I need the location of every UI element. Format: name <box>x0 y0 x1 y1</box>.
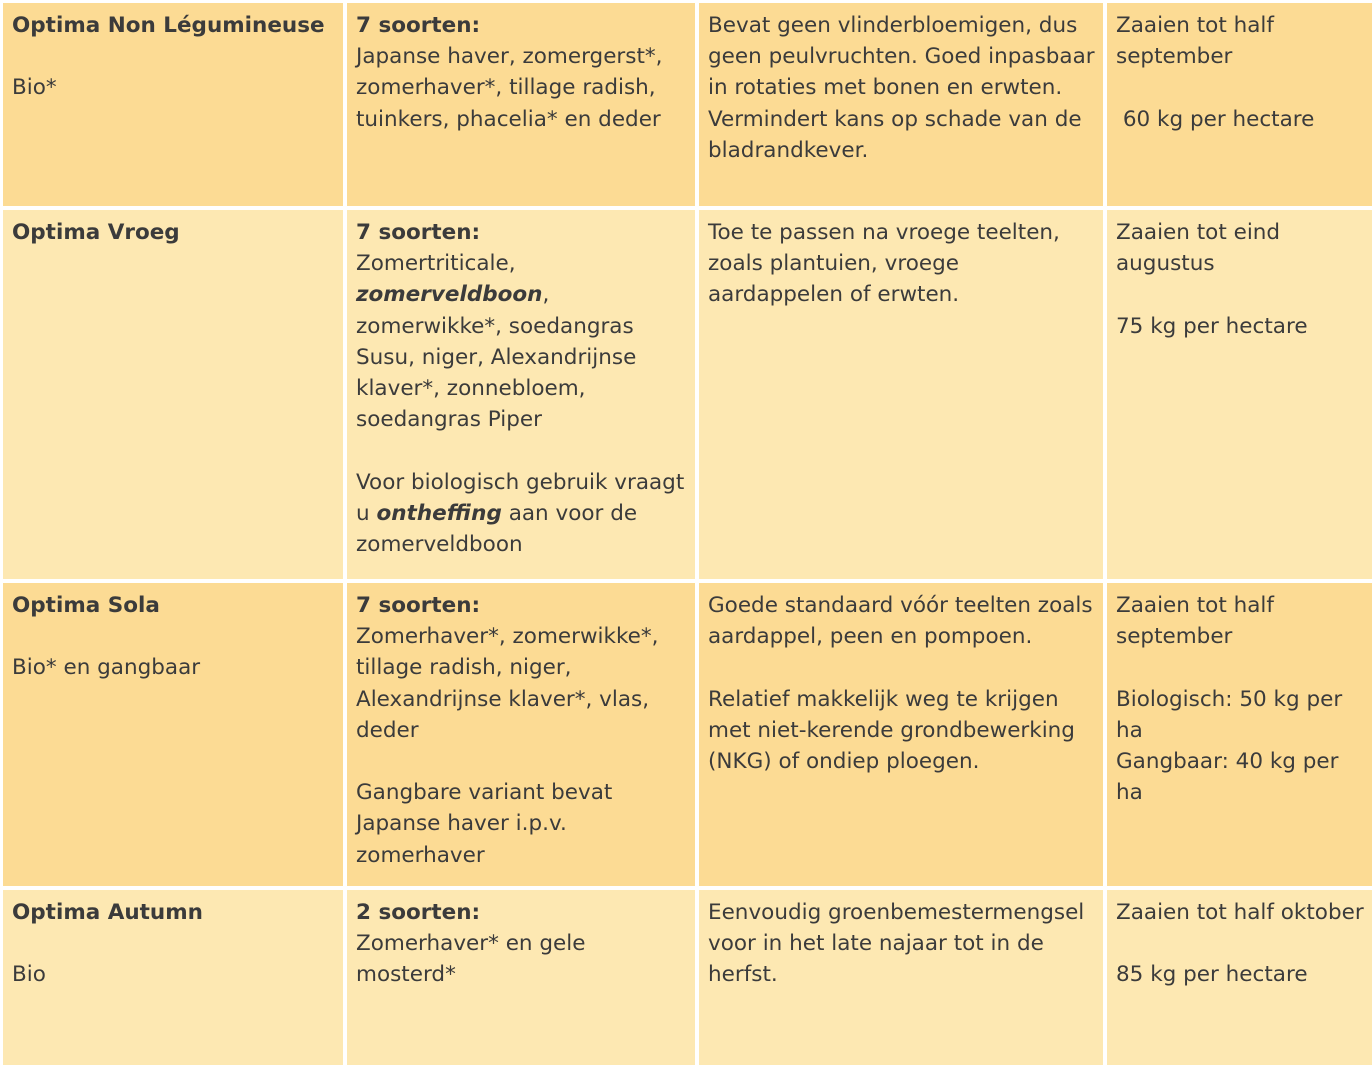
species-cell <box>347 583 695 886</box>
description-cell <box>699 210 1103 579</box>
description-text-2: Relatief makkelijk weg te krijgen met niet-kerende grondbewerking (NKG) of ondiep ploegen. <box>708 686 1075 774</box>
table-row <box>3 3 1372 206</box>
species-cell <box>347 890 695 1065</box>
table-row <box>3 583 1372 886</box>
species-note: Gangbare variant bevat Japanse haver i.p.v. zomerhaver <box>356 780 613 868</box>
sowing-cell <box>1107 890 1372 1065</box>
sowing-cell <box>1107 210 1372 579</box>
mix-name: Optima Non Légumineuse <box>12 13 325 38</box>
description-cell <box>699 890 1103 1065</box>
species-note: Voor biologisch gebruik vraagt u ontheffing aan voor de zomerveldboon <box>356 469 685 558</box>
mix-name: Optima Vroeg <box>12 220 180 245</box>
mix-name-cell <box>3 210 343 579</box>
species-list: Zomerhaver*, zomerwikke*, tillage radish, niger, Alexandrijnse klaver*, vlas, deder <box>356 624 659 743</box>
description-cell <box>699 583 1103 886</box>
mix-name: Optima Autumn <box>12 900 203 925</box>
description-text: Bevat geen vlinderbloemigen, dus geen peulvruchten. Goed inpasbaar in rotaties met bonen en erwten. Vermindert kans op schade van de bladrandkever. <box>708 13 1095 163</box>
table-row <box>3 210 1372 579</box>
sowing-period: Zaaien tot eind augustus <box>1116 220 1281 277</box>
description-cell <box>699 3 1103 206</box>
sowing-period: Zaaien tot half september <box>1116 13 1274 70</box>
species-list: Zomerhaver* en gele mosterd* <box>356 931 586 988</box>
mix-name-cell <box>3 583 343 886</box>
species-count: 7 soorten: <box>356 593 481 618</box>
sowing-rate-bio: Biologisch: 50 kg per ha <box>1116 686 1343 743</box>
emphasized-note: ontheffing <box>376 500 502 526</box>
mix-type: Bio <box>12 962 46 988</box>
mix-name: Optima Sola <box>12 593 160 618</box>
sowing-rate-conventional: Gangbaar: 40 kg per ha <box>1116 749 1339 806</box>
sowing-period: Zaaien tot half oktober <box>1116 900 1364 925</box>
description-text: Eenvoudig groenbemestermengsel voor in het late najaar tot in de herfst. <box>708 900 1085 988</box>
table-row <box>3 890 1372 1065</box>
species-count: 7 soorten: <box>356 13 481 38</box>
sowing-period: Zaaien tot half september <box>1116 593 1274 650</box>
description-text: Goede standaard vóór teelten zoals aardappel, peen en pompoen. <box>708 593 1093 650</box>
mix-type: Bio* <box>12 75 57 101</box>
sowing-cell <box>1107 583 1372 886</box>
species-count: 2 soorten: <box>356 900 481 925</box>
mix-type: Bio* en gangbaar <box>12 655 201 681</box>
sowing-rate: 60 kg per hectare <box>1116 106 1315 132</box>
species-list: Japanse haver, zomergerst*, zomerhaver*, tillage radish, tuinkers, phacelia* en deder <box>356 44 663 132</box>
mix-name-cell <box>3 3 343 206</box>
species-count: 7 soorten: <box>356 220 481 245</box>
description-text: Toe te passen na vroege teelten, zoals plantuien, vroege aardappelen of erwten. <box>708 220 1060 308</box>
sowing-rate: 75 kg per hectare <box>1116 313 1308 339</box>
sowing-rate: 85 kg per hectare <box>1116 962 1308 988</box>
species-list: Zomertriticale, zomerveldboon, zomerwikke*, soedangras Susu, niger, Alexandrijnse klaver*, zonnebloem, soedangras Piper <box>356 251 637 433</box>
sowing-cell <box>1107 3 1372 206</box>
species-cell <box>347 210 695 579</box>
emphasized-species: zomerveldboon <box>356 282 543 308</box>
species-cell <box>347 3 695 206</box>
mix-name-cell <box>3 890 343 1065</box>
